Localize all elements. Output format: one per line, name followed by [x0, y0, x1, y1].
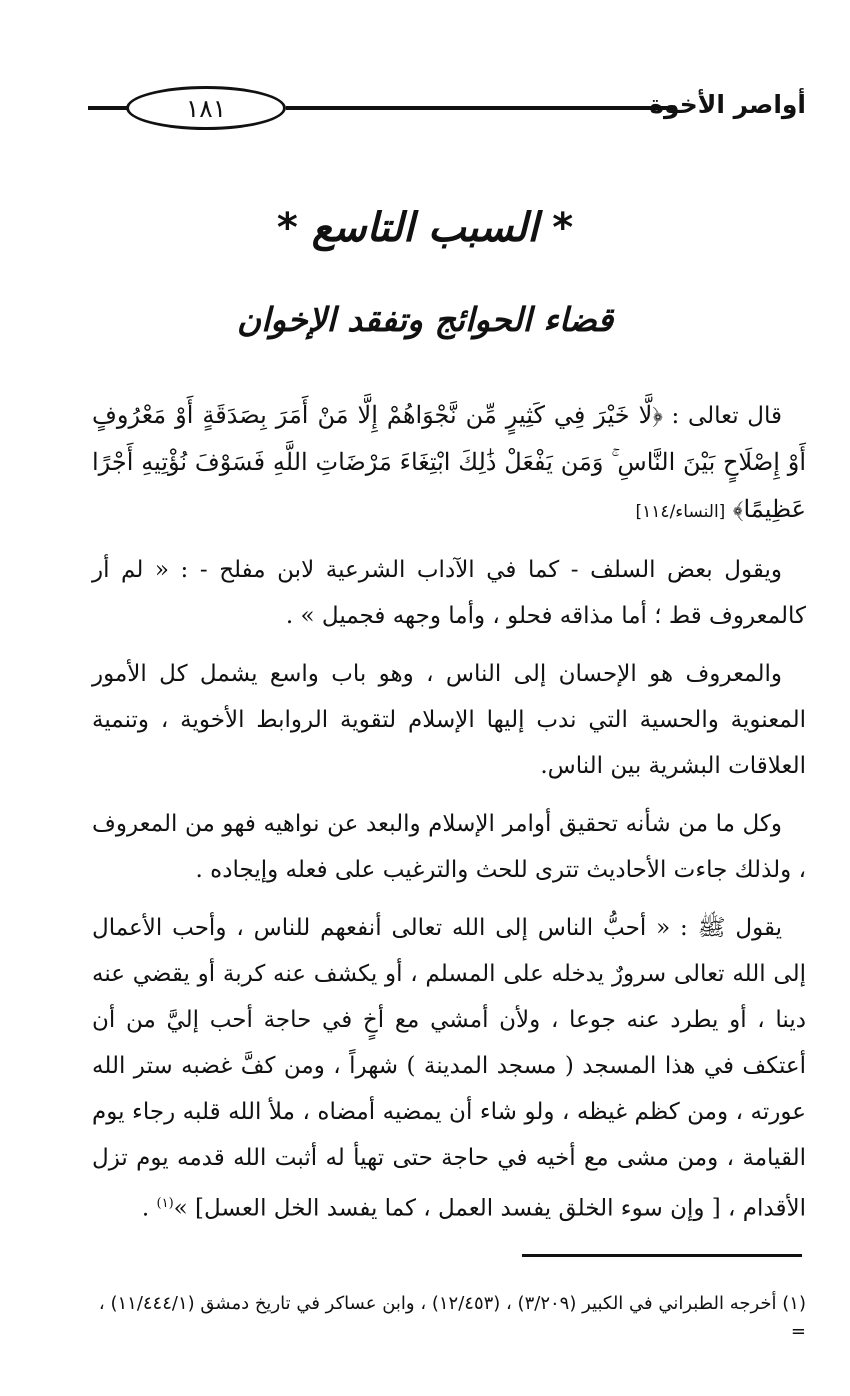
chapter-title: * السبب التاسع *: [276, 205, 574, 251]
page-number: ١٨١: [126, 86, 286, 130]
chapter-subtitle: قضاء الحوائج وتفقد الإخوان: [236, 300, 614, 339]
paragraph-definition: والمعروف هو الإحسان إلى الناس ، وهو باب واسع يشمل كل الأمور المعنوية والحسية التي ندب إليها الإسلام لتقوية الروابط الأخوية ، وتنمية العلاقات البشرية بين الناس.: [92, 661, 806, 779]
paragraph-hadith: [92, 905, 806, 1232]
header-rule-right: [286, 106, 676, 110]
paragraph-commands: وكل ما من شأنه تحقيق أوامر الإسلام والبعد عن نواهيه فهو من المعروف ، ولذلك جاءت الأحاديث تترى للحث والترغيب على فعله وإيجاده .: [92, 811, 806, 883]
running-book-title: أواصر الأخوة: [649, 90, 806, 119]
paragraph-verse: [92, 392, 806, 535]
main-text: [92, 392, 806, 1244]
verse-intro: قال تعالى :: [662, 403, 782, 429]
page-header: [88, 82, 806, 134]
hadith-end: .: [141, 1195, 157, 1222]
footnote-divider: [522, 1254, 802, 1257]
footnote-marker: (١): [156, 1196, 174, 1211]
footnote: (١) أخرجه الطبراني في الكبير (٣/٢٠٩) ، (١٢/٤٥٣) ، وابن عساكر في تاريخ دمشق (١١/٤٤٤/١) ، =: [98, 1293, 806, 1342]
header-rule-left: [88, 106, 128, 110]
paragraph-salaf-quote: ويقول بعض السلف - كما في الآداب الشرعية لابن مفلح - : « لم أر كالمعروف قط ؛ أما مذاقه فحلو ، وأما وجهه فجميل » .: [92, 557, 806, 629]
quran-verse: ﴿لَّا خَيْرَ فِي كَثِيرٍ مِّن نَّجْوَاهُمْ إِلَّا مَنْ أَمَرَ بِصَدَقَةٍ أَوْ مَعْرُوفٍ أَوْ إِصْلَاحٍ بَيْنَ النَّاسِ ۚ وَمَن يَفْعَلْ ذَٰلِكَ ابْتِغَاءَ مَرْضَاتِ اللَّهِ فَسَوْفَ نُؤْتِيهِ أَجْرًا عَظِيمًا﴾: [92, 401, 806, 523]
verse-reference: [النساء/١١٤]: [635, 502, 726, 522]
hadith-text: يقول ﷺ : « أحبُّ الناس إلى الله تعالى أنفعهم للناس ، وأحب الأعمال إلى الله تعالى سرورٌ يدخله على المسلم ، أو يكشف عنه كربة أو يقضي عنه دينا ، أو يطرد عنه جوعا ، ولأن أمشي مع أخٍ في حاجة أحب إليَّ من أن أعتكف في هذا المسجد ( مسجد المدينة ) شهراً ، ومن كفَّ غضبه ستر الله عورته ، ومن كظم غيظه ، ولو شاء أن يمضيه أمضاه ، ملأ الله قلبه رجاء يوم القيامة ، ومن مشى مع أخيه في حاجة حتى تهيأ له أثبت الله قدمه يوم تزل الأقدام ، [ وإن سوء الخلق يفسد العمل ، كما يفسد الخل العسل] »: [92, 915, 806, 1222]
